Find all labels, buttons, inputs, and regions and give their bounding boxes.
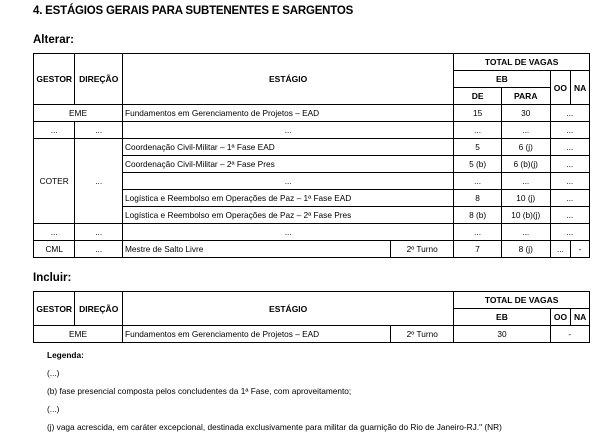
table-row <box>34 241 590 258</box>
cell-estagio: ... <box>123 173 454 190</box>
header-na: NA <box>571 309 590 326</box>
cell-na: - <box>571 241 590 258</box>
cell-para: ... <box>501 224 550 241</box>
cell-gestor: ... <box>34 224 75 241</box>
cell-estagio: Fundamentos em Gerenciamento de Projetos – EAD <box>123 105 454 122</box>
cell-direcao: ... <box>75 224 123 241</box>
cell-oo: ... <box>550 190 589 207</box>
table-row <box>34 224 590 241</box>
legend <box>47 346 502 436</box>
cell-para: ... <box>501 122 550 139</box>
header-oo: OO <box>550 71 571 105</box>
section-title: 4. ESTÁGIOS GERAIS PARA SUBTENENTES E SARGENTOS <box>33 5 354 17</box>
header-eb: EB <box>454 71 550 88</box>
cell-de: 5 <box>454 139 502 156</box>
header-gestor: GESTOR <box>34 54 75 105</box>
cell-de: 15 <box>454 105 502 122</box>
cell-oo: ... <box>550 224 589 241</box>
cell-de: ... <box>454 224 502 241</box>
cell-gestor: CML <box>34 241 75 258</box>
cell-de: ... <box>454 173 502 190</box>
cell-de: 5 (b) <box>454 156 502 173</box>
alterar-label: Alterar: <box>33 34 74 46</box>
cell-oo: ... <box>550 105 589 122</box>
cell-para: ... <box>501 173 550 190</box>
header-total-vagas: TOTAL DE VAGAS <box>454 54 590 71</box>
legend-line: (j) vaga acrescida, em caráter excepcional, destinada exclusivamente para militar da guarnição do Rio de Janeiro-RJ." (NR) <box>47 422 502 432</box>
legend-line: (b) fase presencial composta pelos concludentes da 1ª Fase, com aproveitamento; <box>47 386 352 396</box>
cell-gestor: EME <box>34 326 123 343</box>
cell-estagio: ... <box>123 122 454 139</box>
cell-estagio: Mestre de Salto Livre <box>123 241 391 258</box>
header-de: DE <box>454 88 502 105</box>
cell-para: 6 (b)(j) <box>501 156 550 173</box>
cell-para: 8 (j) <box>501 241 550 258</box>
alterar-table <box>33 53 590 258</box>
cell-estagio: Logística e Reembolso em Operações de Paz – 1ª Fase EAD <box>123 190 454 207</box>
cell-de: ... <box>454 122 502 139</box>
table-row <box>34 139 590 156</box>
incluir-label: Incluir: <box>33 272 72 284</box>
cell-gestor: ... <box>34 122 75 139</box>
cell-estagio: ... <box>123 224 454 241</box>
legend-title: Legenda: <box>47 350 84 360</box>
header-direcao: DIREÇÃO <box>75 54 123 105</box>
cell-de: 7 <box>454 241 502 258</box>
cell-oo: ... <box>550 156 589 173</box>
incluir-table <box>33 291 590 343</box>
cell-de: 8 (b) <box>454 207 502 224</box>
header-estagio: ESTÁGIO <box>123 54 454 105</box>
cell-estagio: Coordenação Civil-Militar – 2ª Fase Pres <box>123 156 454 173</box>
cell-gestor: EME <box>34 105 123 122</box>
cell-direcao: ... <box>75 122 123 139</box>
header-para: PARA <box>501 88 550 105</box>
cell-turno: 2º Turno <box>391 241 454 258</box>
header-direcao: DIREÇÃO <box>75 292 123 326</box>
legend-line: (...) <box>47 368 60 378</box>
cell-oo: ... <box>550 122 589 139</box>
cell-eb: 30 <box>454 326 550 343</box>
cell-para: 10 (b)(j) <box>501 207 550 224</box>
cell-de: 8 <box>454 190 502 207</box>
cell-estagio: Coordenação Civil-Militar – 1ª Fase EAD <box>123 139 454 156</box>
cell-turno: 2º Turno <box>391 326 454 343</box>
legend-line: (...) <box>47 404 60 414</box>
cell-para: 30 <box>501 105 550 122</box>
table-row <box>34 326 590 343</box>
cell-para: 6 (j) <box>501 139 550 156</box>
cell-estagio: Logística e Reembolso em Operações de Paz – 2ª Fase Pres <box>123 207 454 224</box>
cell-direcao-coter: ... <box>75 139 123 224</box>
header-total-vagas: TOTAL DE VAGAS <box>454 292 590 309</box>
header-estagio: ESTÁGIO <box>123 292 454 326</box>
cell-oo: ... <box>550 207 589 224</box>
cell-para: 10 (j) <box>501 190 550 207</box>
cell-direcao: ... <box>75 241 123 258</box>
cell-na: - <box>550 326 589 343</box>
cell-estagio: Fundamentos em Gerenciamento de Projetos – EAD <box>123 326 391 343</box>
table-row <box>34 122 590 139</box>
cell-oo: ... <box>550 173 589 190</box>
header-gestor: GESTOR <box>34 292 75 326</box>
header-oo: OO <box>550 309 571 326</box>
cell-oo: ... <box>550 139 589 156</box>
header-na: NA <box>571 71 590 105</box>
header-eb: EB <box>454 309 550 326</box>
cell-oo: ... <box>550 241 571 258</box>
table-row <box>34 105 590 122</box>
cell-gestor-coter: COTER <box>34 139 75 224</box>
